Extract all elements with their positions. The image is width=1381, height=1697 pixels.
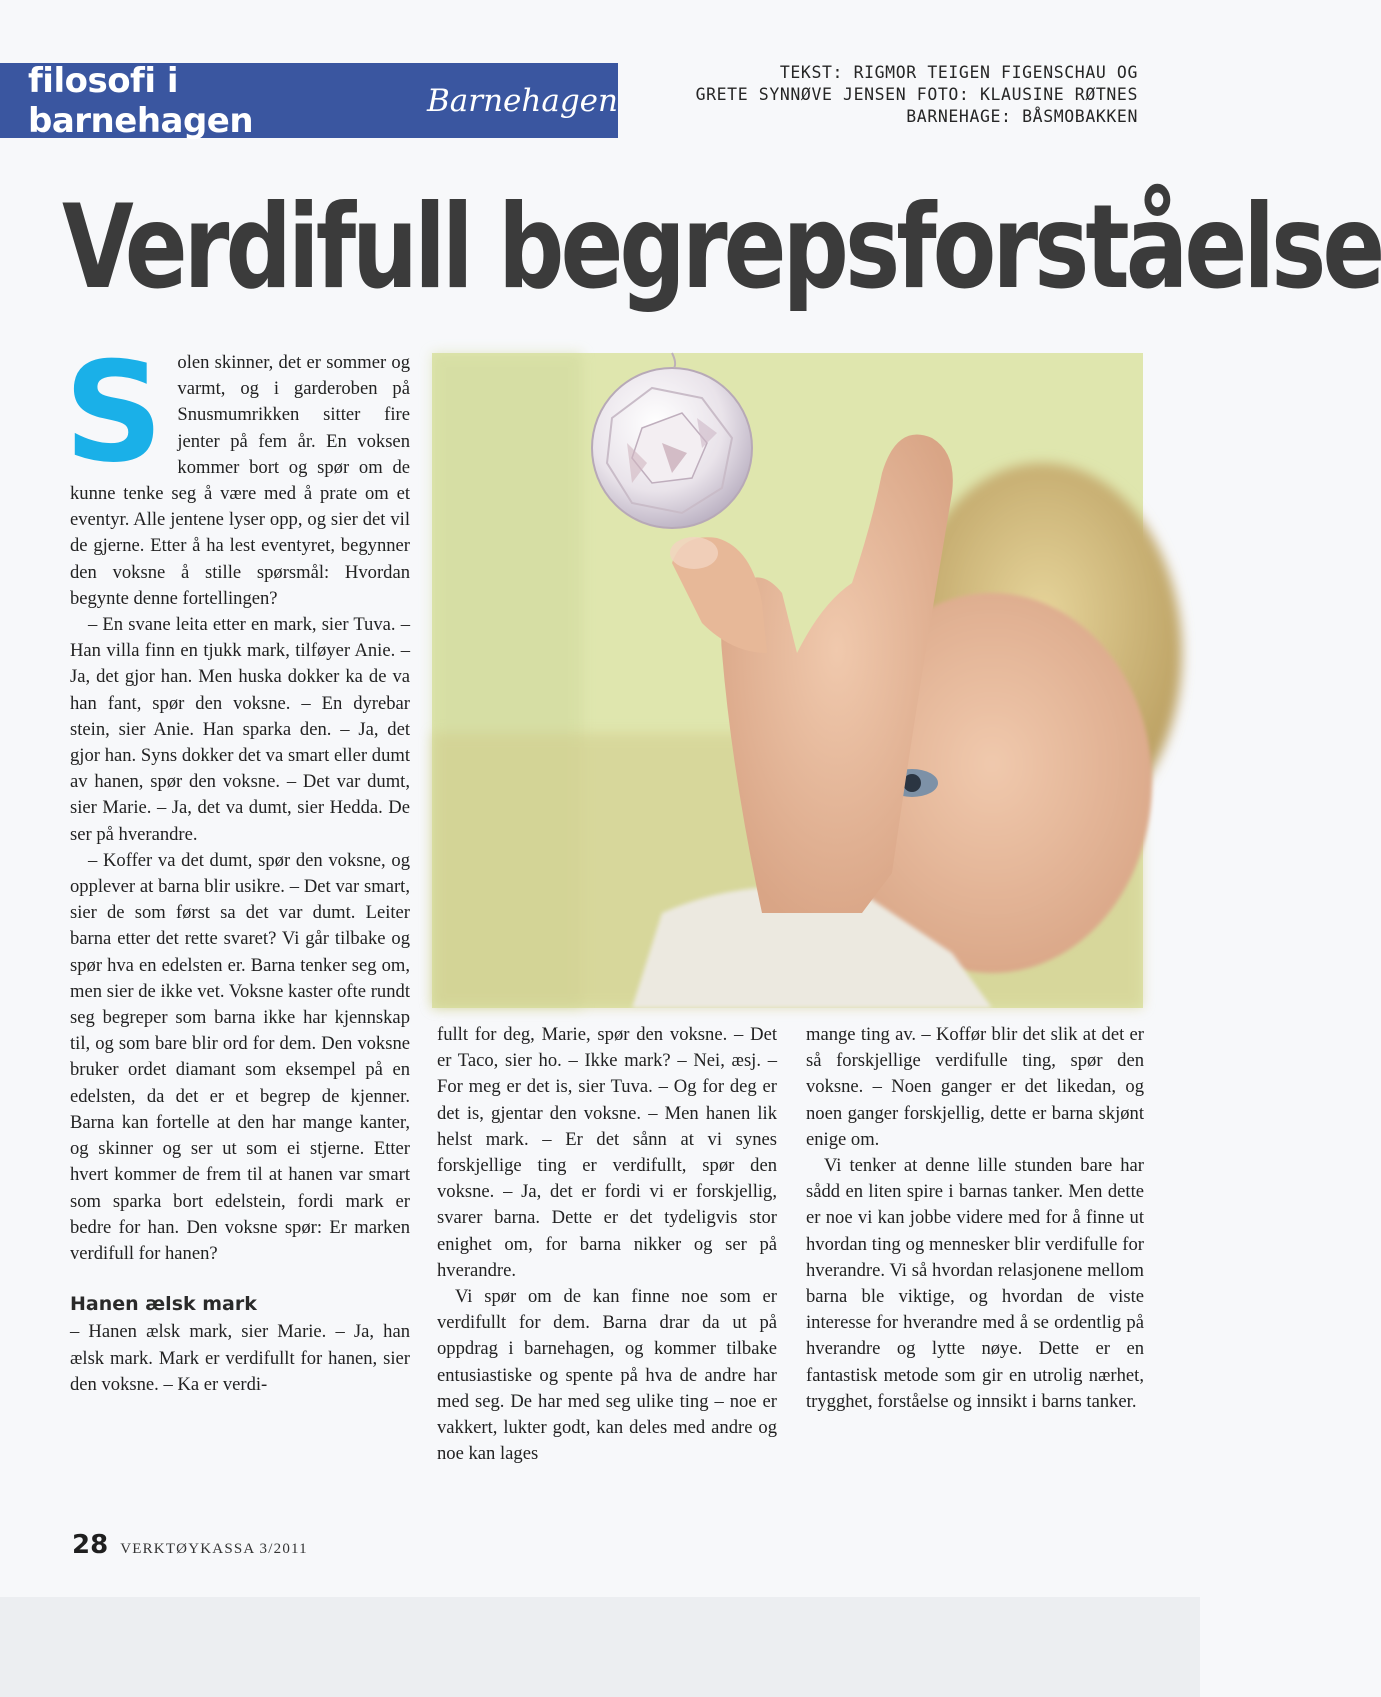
photo-child-holding-crystal xyxy=(432,353,1143,1008)
credits-line: BARNEHAGE: BÅSMOBAKKEN xyxy=(906,107,1138,126)
credits-line: TEKST: RIGMOR TEIGEN FIGENSCHAU OG xyxy=(779,63,1138,82)
article-photo xyxy=(432,353,1143,1008)
paragraph: olen skinner, det er sommer og varmt, og i garderoben på Snusmumrikken sitter fire jenter på fem år. En voksen kommer bort og spør om de kunne tenke seg å være med å prate om et eventyr. Alle jentene lyser opp, og sier det vil de gjerne. Etter å ha lest eventyret, begynner den voksne å stille spørsmål: Hvordan begynte denne fortellingen? xyxy=(70,352,410,609)
page-bottom-edge xyxy=(0,1597,1200,1697)
paragraph: fullt for deg, Marie, spør den voksne. – Det er Taco, sier ho. – Ikke mark? – Nei, æsj. – For meg er det is, sier Tuva. – Og for deg er det is, gjentar den voksne. – Men hanen lik helst mark. – Er det sånn at vi synes forskjellige ting er verdifullt, spør den voksne. – Ja, det er fordi vi er forskjellig, svarer barna. Dette er det tydeligvis stor enighet om, for barna nikker og ser på hverandre. xyxy=(437,1024,777,1281)
page-number: 28 xyxy=(72,1530,109,1560)
section-script-label: Barnehagen xyxy=(427,82,618,119)
section-banner xyxy=(0,60,618,141)
article-credits xyxy=(578,62,1138,128)
article-column-3 xyxy=(806,1022,1144,1415)
section-label: filosofi i barnehagen xyxy=(28,60,254,141)
magazine-issue: VERKTØYKASSA 3/2011 xyxy=(120,1541,308,1557)
credits-line: GRETE SYNNØVE JENSEN FOTO: KLAUSINE RØTNES xyxy=(695,85,1138,104)
paragraph: Vi spør om de kan finne noe som er verdifullt for dem. Barna drar da ut på oppdrag i barnehagen, og kommer tilbake entusiastiske og spente på hva de andre har med seg. De har med seg ulike ting – noe er vakkert, lukter godt, kan deles med andre og noe kan lages xyxy=(437,1286,777,1465)
crystal-ball xyxy=(592,368,752,528)
paragraph: mange ting av. – Koffør blir det slik at det er så forskjellige verdifulle ting, spør den voksne. – Noen ganger er det likedan, og noen ganger forskjellig, dette er barna skjønt enige om. xyxy=(806,1024,1144,1150)
page-footer xyxy=(72,1530,308,1560)
subheading: Hanen ælsk mark xyxy=(70,1293,257,1316)
drop-cap: S xyxy=(64,332,164,493)
paragraph: – Koffer va det dumt, spør den voksne, og opplever at barna blir usikre. – Det var smart, sier de som først sa det var dumt. Leiter barna etter det rette svaret? Vi går tilbake og spør hva en edelsten er. Barna tenker seg om, men sier de ikke vet. Voksne kaster ofte rundt seg begreper som barna ikke har kjennskap til, og som bare blir ord for dem. Den voksne bruker ordet diamant som eksempel på en edelsten, da det er et begrep de kjenner. Barna kan fortelle at den har mange kanter, og skinner og ser ut som ei stjerne. Etter hvert kommer de frem til at hanen var smart som sparka bort edelstein, fordi mark er bedre for han. Den voksne spør: Er marken verdifull for hanen? xyxy=(70,849,410,1264)
paragraph: – En svane leita etter en mark, sier Tuva. – Han villa finn en tjukk mark, tilføyer Anie. – Ja, det gjor han. Men huska dokker ka de va han fant, spør den voksne. – En dyrebar stein, sier Anie. Han sparka den. – Ja, det gjor han. Syns dokker det va smart eller dumt av hanen, spør den voksne. – Det var dumt, sier Marie. – Ja, det va dumt, sier Hedda. De ser på hverandre. xyxy=(70,614,410,845)
paragraph: Vi tenker at denne lille stunden bare har sådd en liten spire i barnas tanker. Men dette er noe vi kan jobbe videre med for å finne ut hvordan ting og mennesker blir verdifulle for hverandre. Vi så hvordan relasjonene mellom barna ble viktige, og hvordan de viste interesse for hverandre med å se ordentlig på hverandre og lytte nøye. Dette er en fantastisk metode som gir en utrolig nærhet, trygghet, forståelse og innsikt i barns tanker. xyxy=(806,1155,1144,1412)
article-column-1 xyxy=(64,332,410,1398)
article-column-2 xyxy=(437,1022,777,1467)
article-headline: Verdifull begrepsforståelse xyxy=(62,180,1381,315)
paragraph: – Hanen ælsk mark, sier Marie. – Ja, han ælsk mark. Mark er verdifullt for hanen, sier den voksne. – Ka er verdi- xyxy=(70,1321,410,1395)
